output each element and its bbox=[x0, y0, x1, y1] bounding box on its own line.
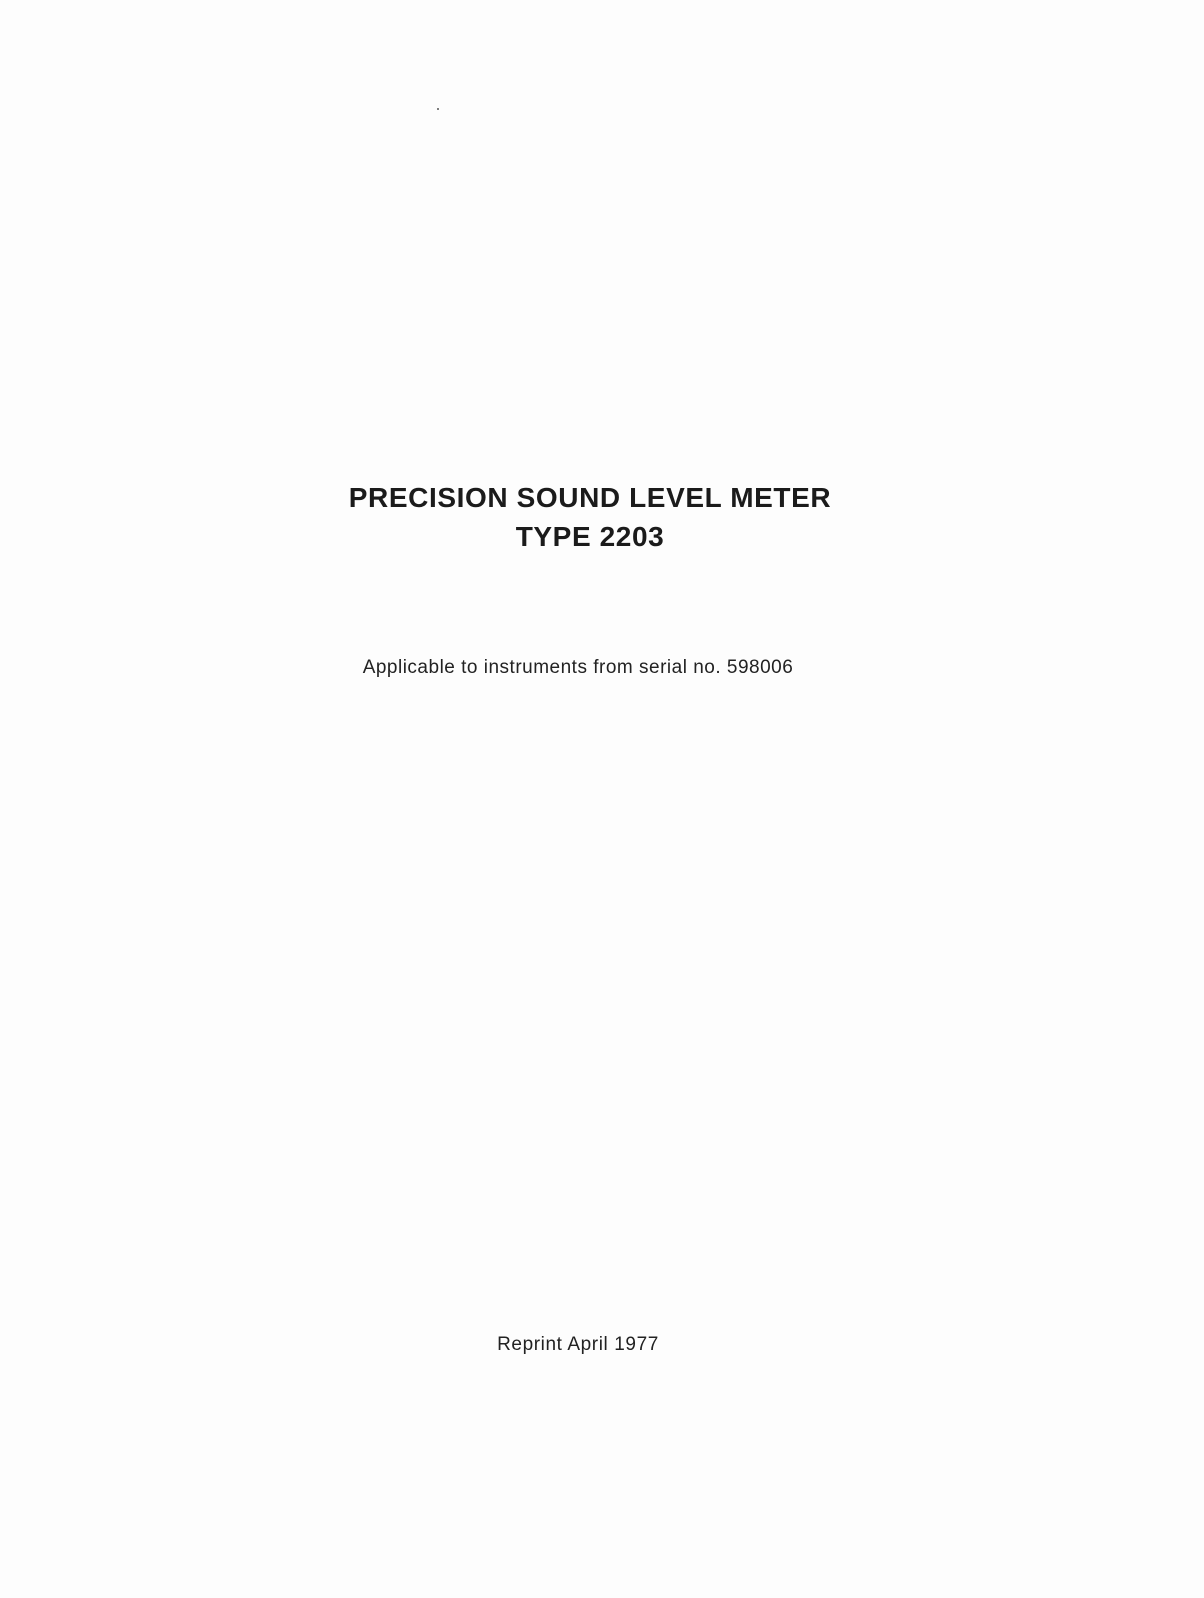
reprint-date: Reprint April 1977 bbox=[497, 1334, 659, 1355]
scan-speck bbox=[437, 108, 439, 110]
title-line-type: TYPE 2203 bbox=[515, 521, 665, 552]
title-line-product: PRECISION SOUND LEVEL METER bbox=[348, 482, 832, 513]
applicability-note: Applicable to instruments from serial no. 598006 bbox=[362, 657, 794, 678]
document-title bbox=[0, 478, 1180, 556]
